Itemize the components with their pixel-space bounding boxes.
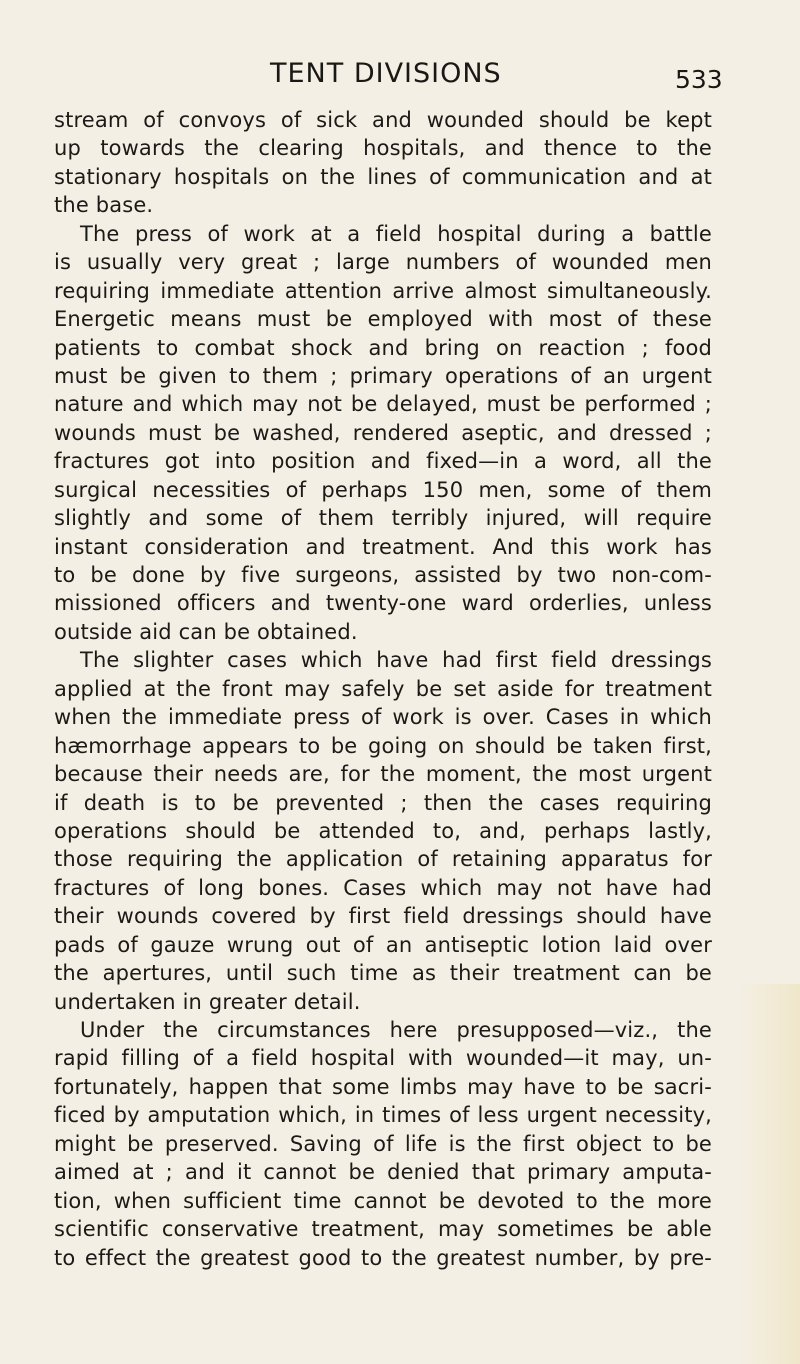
page-number: 533	[675, 65, 723, 94]
text-line: Energetic means must be employed with most of these	[54, 307, 712, 332]
text-line: applied at the front may safely be set aside for treatment	[54, 676, 712, 701]
text-line: nature and which may not be delayed, must be performed ;	[54, 392, 712, 417]
text-line: surgical necessities of perhaps 150 men, some of them	[54, 477, 712, 502]
text-line: patients to combat shock and bring on reaction ; food	[54, 335, 712, 360]
text-line: when the immediate press of work is over. Cases in which	[54, 705, 712, 730]
text-line: might be preserved. Saving of life is the first object to be	[54, 1131, 712, 1156]
text-line: to effect the greatest good to the greatest number, by pre-	[54, 1245, 712, 1270]
text-line: undertaken in greater detail.	[54, 989, 361, 1014]
text-line: stationary hospitals on the lines of communication and at	[54, 164, 712, 189]
text-line: those requiring the application of retaining apparatus for	[54, 847, 712, 872]
text-line: fortunately, happen that some limbs may have to be sacri-	[54, 1074, 712, 1099]
text-line: up towards the clearing hospitals, and thence to the	[54, 136, 712, 161]
text-line: fractures got into position and fixed—in a word, all the	[54, 449, 712, 474]
text-line: is usually very great ; large numbers of wounded men	[54, 250, 712, 275]
running-title: TENT DIVISIONS	[270, 58, 502, 89]
text-line: stream of convoys of sick and wounded should be kept	[54, 108, 712, 132]
text-line: outside aid can be obtained.	[54, 619, 358, 644]
paper-stain	[740, 984, 800, 1364]
text-line: aimed at ; and it cannot be denied that primary amputa-	[54, 1160, 712, 1185]
text-line: if death is to be prevented ; then the cases requiring	[54, 790, 712, 815]
text-line: operations should be attended to, and, perhaps lastly,	[54, 818, 712, 843]
text-line: instant consideration and treatment. And this work has	[54, 534, 712, 559]
text-line: requiring immediate attention arrive almost simultaneously.	[54, 278, 712, 303]
text-line: rapid filling of a field hospital with wounded—it may, un-	[54, 1046, 712, 1071]
text-line: Under the circumstances here presupposed—viz., the	[80, 1018, 712, 1042]
text-line: ficed by amputation which, in times of less urgent necessity,	[54, 1103, 712, 1128]
text-line: slightly and some of them terribly injured, will require	[54, 506, 712, 531]
text-line: because their needs are, for the moment, the most urgent	[54, 762, 712, 787]
text-line: wounds must be washed, rendered aseptic, and dressed ;	[54, 420, 712, 445]
text-line: tion, when sufficient time cannot be devoted to the more	[54, 1188, 712, 1213]
text-line: must be given to them ; primary operations of an urgent	[54, 363, 712, 388]
text-line: fractures of long bones. Cases which may not have had	[54, 875, 712, 900]
text-line: the base.	[54, 193, 154, 218]
text-line: pads of gauze wrung out of an antiseptic lotion laid over	[54, 932, 712, 957]
text-line: The slighter cases which have had first field dressings	[80, 648, 712, 673]
text-line: hæmorrhage appears to be going on should be taken first,	[54, 733, 712, 758]
text-line: to be done by five surgeons, assisted by two non-com-	[54, 563, 712, 587]
text-line: missioned officers and twenty-one ward orderlies, unless	[54, 591, 712, 616]
text-line: The press of work at a field hospital during a battle	[80, 221, 712, 246]
text-line: their wounds covered by first field dressings should have	[54, 904, 712, 929]
running-head	[0, 56, 800, 96]
text-line: the apertures, until such time as their treatment can be	[54, 961, 712, 986]
body-text	[54, 106, 712, 1272]
text-line: scientific conservative treatment, may sometimes be able	[54, 1217, 712, 1242]
